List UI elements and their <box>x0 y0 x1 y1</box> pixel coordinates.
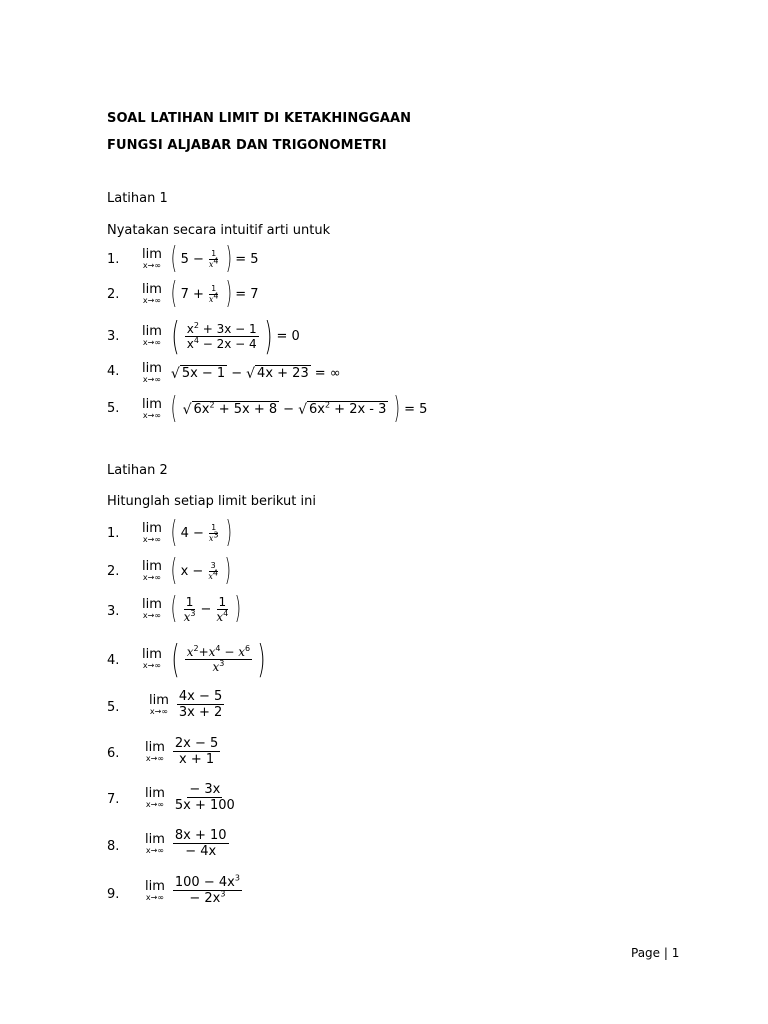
close-paren: ) <box>224 553 232 588</box>
open-paren: ( <box>170 276 177 311</box>
term: x − <box>180 563 204 579</box>
item-number: 5. <box>107 401 120 416</box>
instruction-latihan-2: Hitunglah setiap limit berikut ini <box>107 494 316 509</box>
item-number: 2. <box>107 287 120 302</box>
limit-operator: lim x→∞ <box>142 647 162 670</box>
fraction: $\frac{2x - 5}{x + 1}$ <box>174 736 219 767</box>
fraction: $\frac{1}{x^3}$ <box>183 594 196 624</box>
item-number: 5. <box>107 700 120 715</box>
limit-operator: lim x→∞ <box>145 831 165 855</box>
limit-expression <box>142 515 234 550</box>
limit-expression <box>145 737 222 766</box>
limit-operator: lim x→∞ <box>145 878 165 902</box>
page-number: Page | 1 <box>631 946 680 960</box>
limit-expression <box>142 391 428 426</box>
section-title-latihan-1: Latihan 1 <box>107 191 168 206</box>
fraction: $\frac{100 - 4x^3}{- 2x^3}$ <box>174 873 240 906</box>
square-root: √ 5x − 1 <box>170 365 226 383</box>
square-root: √ $6x^2 + 2x - 3$ <box>298 400 387 419</box>
term: 5 − <box>180 251 204 267</box>
fraction: $\frac{1}{x^4}$ <box>216 594 229 624</box>
fraction: $\frac{1}{x^4}$ <box>208 248 219 269</box>
limit-operator: lim x→∞ <box>142 361 162 384</box>
item-number: 3. <box>107 604 120 619</box>
close-paren: ) <box>257 637 266 681</box>
operator: − <box>283 401 295 417</box>
item-number: 4. <box>107 653 120 668</box>
limit-operator: lim x→∞ <box>142 559 162 582</box>
limit-operator: lim x→∞ <box>149 692 169 716</box>
result: = 5 <box>235 251 259 267</box>
item-number: 7. <box>107 792 120 807</box>
item-number: 1. <box>107 252 120 267</box>
close-paren: ) <box>225 241 232 276</box>
result: = 5 <box>404 401 428 417</box>
limit-expression <box>142 276 260 311</box>
open-paren: ( <box>170 391 177 426</box>
item-number: 9. <box>107 887 120 902</box>
limit-expression <box>145 873 244 906</box>
limit-expression <box>142 362 342 384</box>
fraction: $\frac{8x + 10}{- 4x}$ <box>174 828 227 859</box>
limit-operator: lim x→∞ <box>142 597 162 620</box>
close-paren: ) <box>225 276 232 311</box>
fraction: $\frac{- 3x}{5x + 100}$ <box>174 782 235 813</box>
close-paren: ) <box>394 391 401 426</box>
item-number: 1. <box>107 526 120 541</box>
section-title-latihan-2: Latihan 2 <box>107 463 168 478</box>
limit-operator: lim x→∞ <box>142 282 162 305</box>
limit-operator: lim x→∞ <box>142 397 162 420</box>
limit-expression <box>149 690 226 719</box>
result: = 7 <box>235 286 259 302</box>
limit-operator: lim x→∞ <box>142 324 162 347</box>
limit-expression <box>142 314 301 358</box>
operator: − <box>231 365 243 381</box>
document-title-line1: SOAL LATIHAN LIMIT DI KETAKHINGGAAN <box>107 111 412 126</box>
close-paren: ) <box>234 591 242 626</box>
item-number: 6. <box>107 746 120 761</box>
operator: − <box>200 601 212 617</box>
result: = ∞ <box>314 365 341 381</box>
item-number: 8. <box>107 839 120 854</box>
limit-expression <box>142 591 244 626</box>
fraction: $\frac{x^2 + 3x - 1}{x^4 - 2x - 4}$ <box>186 320 257 351</box>
open-paren: ( <box>170 591 177 626</box>
open-paren: ( <box>170 515 177 550</box>
item-number: 2. <box>107 564 120 579</box>
square-root: √ 4x + 23 <box>246 365 309 383</box>
limit-operator: lim x→∞ <box>142 247 162 270</box>
document-title-line2: FUNGSI ALJABAR DAN TRIGONOMETRI <box>107 138 387 153</box>
open-paren: ( <box>170 553 177 588</box>
open-paren: ( <box>171 637 180 681</box>
limit-expression <box>145 783 239 812</box>
result: = 0 <box>276 328 300 344</box>
open-paren: ( <box>170 241 177 276</box>
limit-operator: lim x→∞ <box>145 785 165 809</box>
close-paren: ) <box>225 515 232 550</box>
square-root: √ $6x^2 + 5x + 8$ <box>182 400 278 419</box>
fraction: $\frac{x^2+x^4 - x^6}{x^3}$ <box>186 643 251 674</box>
item-number: 4. <box>107 364 120 379</box>
limit-expression <box>142 637 269 681</box>
fraction: $\frac{3}{x^4}$ <box>208 560 218 581</box>
fraction: $\frac{4x - 5}{3x + 2}$ <box>178 689 223 720</box>
limit-operator: lim x→∞ <box>142 521 162 544</box>
fraction: $\frac{1}{x^4}$ <box>208 283 219 304</box>
item-number: 3. <box>107 329 120 344</box>
term: 7 + <box>180 286 204 302</box>
fraction: $\frac{1}{x^3}$ <box>208 522 219 543</box>
instruction-latihan-1: Nyatakan secara intuitif arti untuk <box>107 223 331 238</box>
term: 4 − <box>180 525 204 541</box>
limit-operator: lim x→∞ <box>145 739 165 763</box>
open-paren: ( <box>171 314 180 358</box>
limit-expression <box>142 241 260 276</box>
limit-expression <box>142 553 234 588</box>
close-paren: ) <box>264 314 273 358</box>
limit-expression <box>145 829 231 858</box>
